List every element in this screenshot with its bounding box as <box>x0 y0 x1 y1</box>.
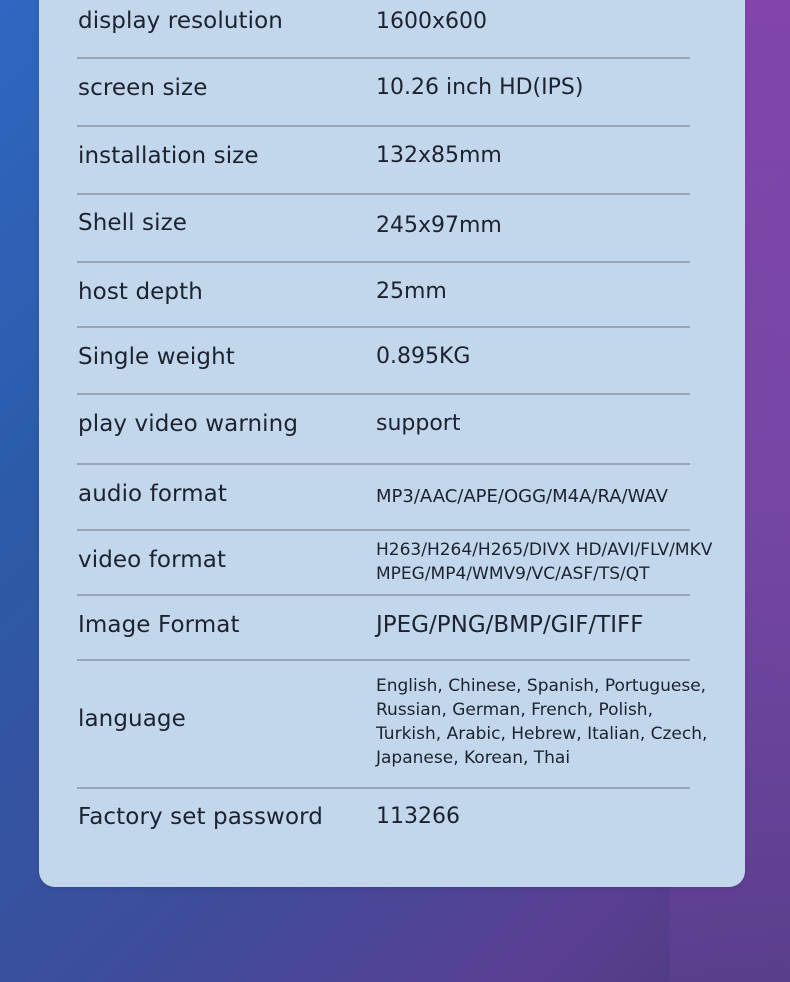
spec-value-screen-size: 10.26 inch HD(IPS) <box>376 75 584 100</box>
spec-label-video-format: video format <box>78 547 227 573</box>
spec-label-shell-size: Shell size <box>78 210 188 236</box>
spec-value-line: Japanese, Korean, Thai <box>376 748 571 768</box>
spec-value-line: Russian, German, French, Polish, <box>376 700 653 720</box>
spec-label-audio-format: audio format <box>78 481 227 507</box>
spec-value-shell-size: 245x97mm <box>376 213 502 238</box>
spec-row-divider <box>77 531 690 596</box>
spec-label-display-resolution: display resolution <box>78 8 283 34</box>
spec-label-screen-size: screen size <box>78 75 208 101</box>
spec-label-installation-size: installation size <box>78 143 259 169</box>
spec-row-divider <box>77 127 690 195</box>
spec-value-line: H263/H264/H265/DIVX HD/AVI/FLV/MKV <box>376 540 713 560</box>
spec-value-factory-password: 113266 <box>376 804 460 829</box>
spec-label-play-video-warning: play video warning <box>78 411 299 437</box>
spec-value-line: MPEG/MP4/WMV9/VC/ASF/TS/QT <box>376 564 650 584</box>
spec-row-divider <box>77 0 690 59</box>
spec-row-divider <box>77 59 690 127</box>
spec-label-host-depth: host depth <box>78 279 203 305</box>
spec-label-single-weight: Single weight <box>78 344 235 370</box>
spec-value-line: Turkish, Arabic, Hebrew, Italian, Czech, <box>376 724 708 744</box>
spec-value-installation-size: 132x85mm <box>376 143 502 168</box>
spec-row-divider <box>77 195 690 263</box>
spec-row-divider <box>77 263 690 328</box>
spec-row-divider <box>77 328 690 395</box>
spec-value-display-resolution: 1600x600 <box>376 9 487 34</box>
spec-label-factory-password: Factory set password <box>78 804 323 830</box>
spec-value-audio-format: MP3/AAC/APE/OGG/M4A/RA/WAV <box>376 486 668 507</box>
spec-label-image-format: Image Format <box>78 612 240 638</box>
spec-value-host-depth: 25mm <box>376 279 447 304</box>
spec-value-play-video-warning: support <box>376 411 461 436</box>
spec-value-single-weight: 0.895KG <box>376 344 471 369</box>
spec-row-divider <box>77 596 690 661</box>
spec-value-line: English, Chinese, Spanish, Portuguese, <box>376 676 707 696</box>
spec-row-divider <box>77 661 690 789</box>
spec-value-image-format: JPEG/PNG/BMP/GIF/TIFF <box>376 612 644 638</box>
spec-label-language: language <box>78 706 186 732</box>
spec-row-divider <box>77 395 690 465</box>
spec-row-divider <box>77 465 690 531</box>
